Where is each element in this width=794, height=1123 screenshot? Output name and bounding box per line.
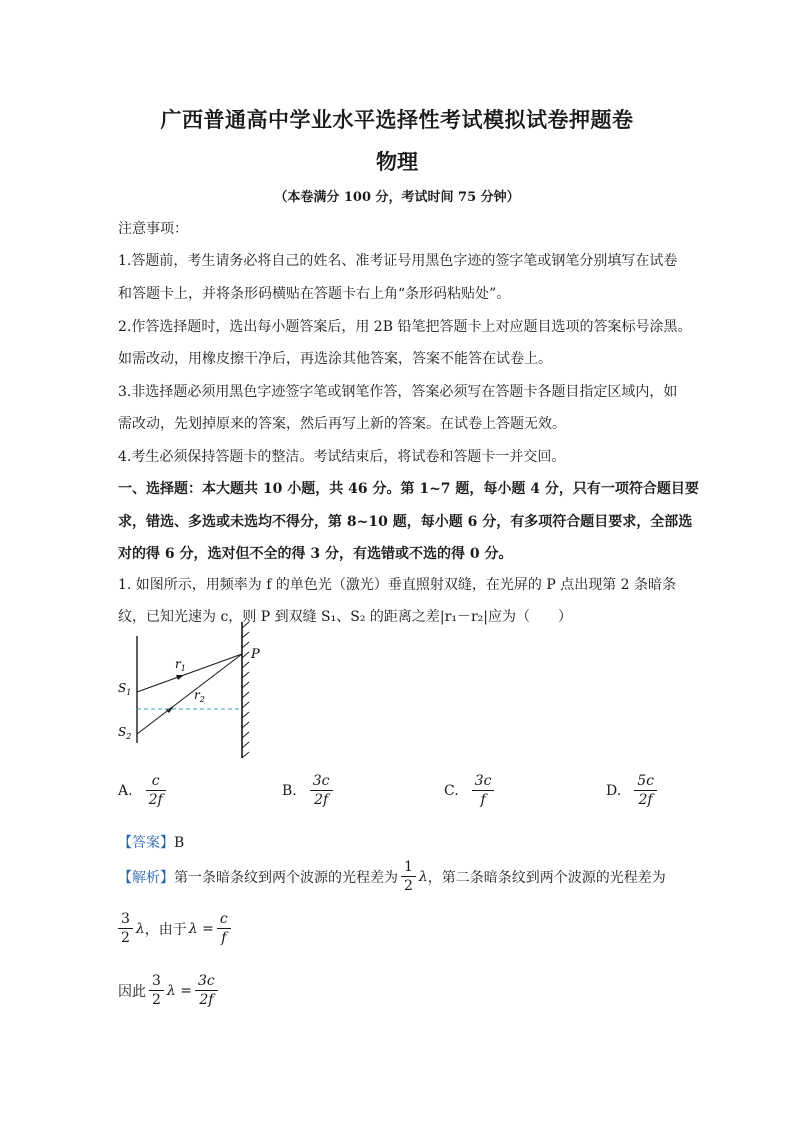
option-b[interactable]: B. $\frac{3c}{2f}$ — [282, 772, 336, 809]
answer-line — [118, 832, 686, 852]
label-s1: $S_1$ — [118, 681, 132, 697]
question-stem-line: 纹，已知光速为 c，则 P 到双缝 S₁、S₂ 的距离之差|r₁－r₂|应为（ ） — [118, 609, 572, 625]
option-a[interactable]: A. $\frac{c}{2f}$ — [118, 772, 169, 809]
question-stem-line: 1. 如图所示，用频率为 f 的单色光（激光）垂直照射双缝，在光屏的 P 点出现第 2 条暗条 — [118, 577, 677, 593]
answer-tag: 【答案】 — [118, 835, 174, 851]
option-c[interactable]: C. $\frac{3c}{f}$ — [444, 772, 497, 809]
double-slit-figure — [112, 618, 282, 763]
label-r2: $r_2$ — [194, 688, 205, 704]
option-c-fraction: $\frac{3c}{f}$ — [472, 772, 495, 809]
fraction-c-over-f: $\frac{c}{f}$ — [217, 910, 231, 947]
label-s2: $S_2$ — [118, 725, 132, 741]
notice-line: 和答题卡上，并将条形码横贴在答题卡右上角“条形码粘贴处”。 — [118, 286, 511, 302]
fraction-three-half: $\frac{3}{2}$ — [118, 910, 133, 947]
notice-line: 3.非选择题必须用黑色字迹签字笔或钢笔作答，答案必须写在答题卡各题目指定区域内，如 — [118, 384, 678, 400]
option-b-fraction: $\frac{3c}{2f}$ — [310, 772, 333, 809]
ray-r1 — [137, 654, 242, 692]
page-title: 广西普通高中学业水平选择性考试模拟试卷押题卷 — [160, 107, 634, 132]
analysis-tag: 【解析】 — [118, 869, 174, 886]
section-line: 一、选择题：本大题共 10 小题，共 46 分。第 1~7 题，每小题 4 分，只有一项符合题目要 — [118, 481, 699, 497]
notices-heading: 注意事项： — [118, 221, 188, 237]
answer-value: B — [174, 835, 185, 851]
option-d[interactable]: D. $\frac{5c}{2f}$ — [606, 772, 660, 809]
notice-line: 如需改动，用橡皮擦干净后，再选涂其他答案，答案不能答在试卷上。 — [118, 351, 552, 367]
label-r1: $r_1$ — [175, 657, 186, 673]
option-a-fraction: $\frac{c}{2f}$ — [146, 772, 166, 809]
label-p: P — [251, 647, 260, 662]
fraction-three-half-2: $\frac{3}{2}$ — [149, 972, 164, 1009]
analysis-line-1: 【解析】 第一条暗条纹到两个波源的光程差为 $\frac{1}{2}$ λ ，第二条暗条纹到两个波源的光程差为 — [118, 859, 666, 894]
exam-meta: （本卷满分 100 分，考试时间 75 分钟） — [274, 190, 520, 205]
subject-title: 物理 — [376, 149, 418, 174]
screen-hatching — [242, 622, 249, 758]
ray-r2 — [137, 654, 242, 734]
analysis-line-2: $\frac{3}{2}$ λ ，由于 λ = $\frac{c}{f}$ — [118, 910, 686, 947]
option-d-fraction: $\frac{5c}{2f}$ — [634, 772, 657, 809]
ray-r1-arrow — [176, 675, 184, 680]
section-line: 求，错选、多选或未选均不得分，第 8~10 题，每小题 6 分，有多项符合题目要求，全部选 — [118, 514, 693, 530]
section-line: 对的得 6 分，选对但不全的得 3 分，有选错或不选的得 0 分。 — [118, 546, 513, 562]
fraction-result: $\frac{3c}{2f}$ — [195, 972, 218, 1009]
notice-line: 4.考生必须保持答题卡的整洁。考试结束后，将试卷和答题卡一并交回。 — [118, 449, 566, 465]
fraction-half: $\frac{1}{2}$ — [401, 858, 416, 895]
notice-line: 1.答题前，考生请务必将自己的姓名、准考证号用黑色字迹的签字笔或钢笔分别填写在试卷 — [118, 253, 678, 269]
notice-line: 需改动，先划掉原来的答案，然后再写上新的答案。在试卷上答题无效。 — [118, 416, 566, 432]
notice-line: 2.作答选择题时，选出每小题答案后，用 2B 铅笔把答题卡上对应题目选项的答案标号涂黑。 — [118, 319, 692, 335]
analysis-line-3: 因此 $\frac{3}{2}$ λ = $\frac{3c}{2f}$ — [118, 972, 686, 1009]
